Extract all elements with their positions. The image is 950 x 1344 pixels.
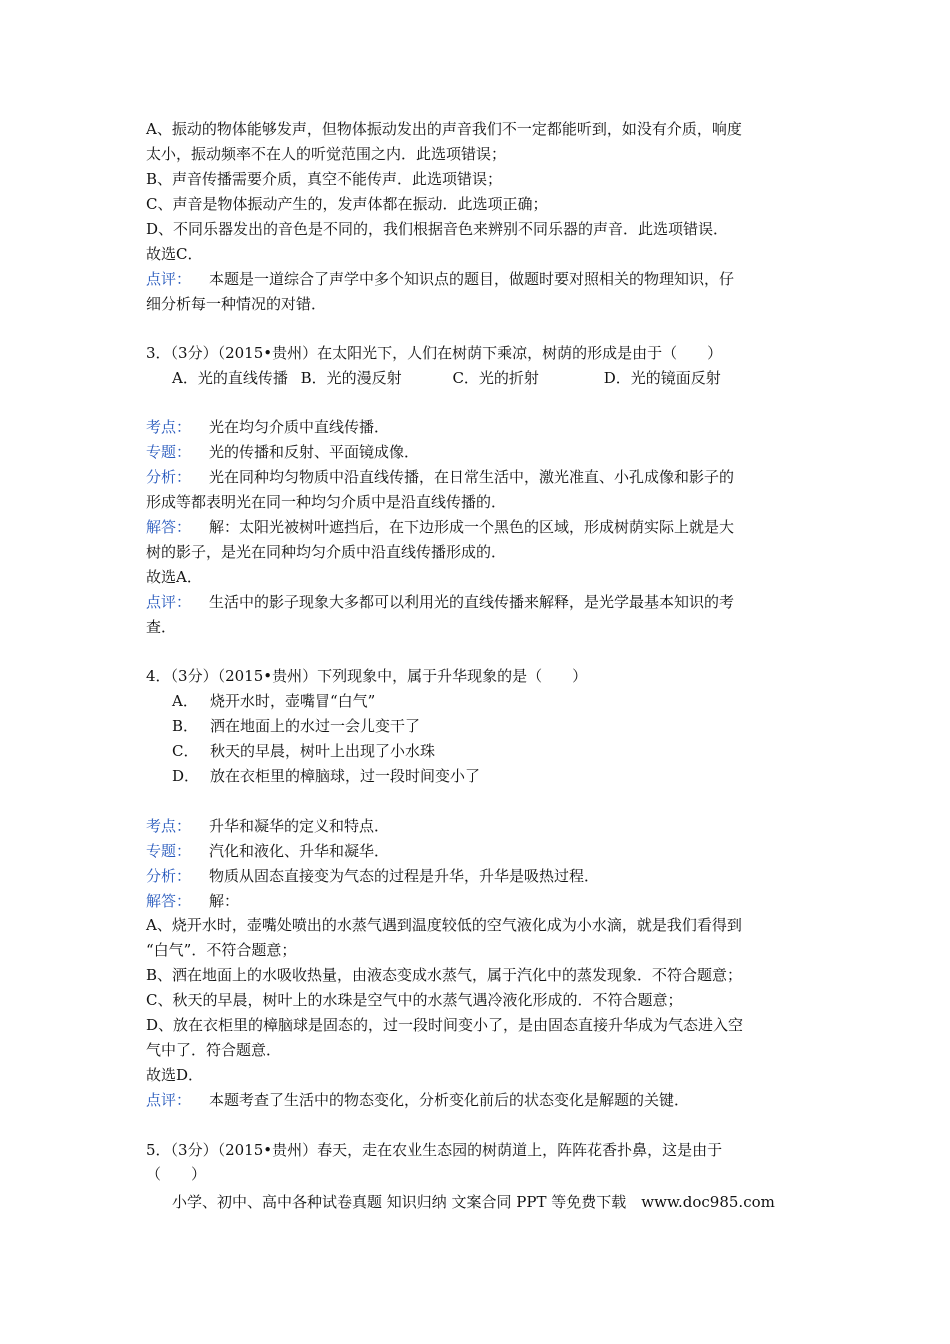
q4-option-c — [172, 740, 435, 762]
q2-comment — [146, 268, 734, 290]
jieda-label: 解答： — [146, 518, 192, 536]
option-text: 烧开水时，壶嘴冒“白气” — [210, 692, 376, 710]
option-key: B． — [172, 717, 199, 735]
option-text: 秋天的早晨，树叶上出现了小水珠 — [210, 742, 436, 760]
q4-answer: 故选D． — [146, 1066, 204, 1084]
q3-option-c: C．光的折射 — [452, 369, 539, 387]
page-footer: 小学、初中、高中各种试卷真题 知识归纳 文案合同 PPT 等免费下载 www.doc985.com — [172, 1193, 775, 1211]
q3-fenxi-cont: 形成等都表明光在同一种均匀介质中是沿直线传播的． — [146, 493, 507, 511]
q3-stem: 3．（3分）（2015•贵州）在太阳光下，人们在树荫下乘凉，树荫的形成是由于（ ） — [146, 344, 723, 362]
q4-kaodian — [146, 815, 389, 837]
q4-line-c: C、秋天的早晨，树叶上的水珠是空气中的水蒸气遇冷液化形成的．不符合题意； — [146, 991, 683, 1009]
kaodian-text: 光在均匀介质中直线传播． — [209, 418, 390, 436]
fenxi-label: 分析： — [146, 468, 192, 486]
option-key: C． — [172, 742, 199, 760]
q3-jieda — [146, 516, 734, 538]
q2-line-a-cont: 太小，振动频率不在人的听觉范围之内．此选项错误； — [146, 145, 507, 163]
jieda-label: 解答： — [146, 892, 192, 910]
jieda-text: 解： — [209, 892, 240, 910]
q4-line-d-cont: 气中了．符合题意． — [146, 1041, 282, 1059]
zhuanti-label: 专题： — [146, 842, 192, 860]
jieda-text: 解：太阳光被树叶遮挡后，在下边形成一个黑色的区域，形成树荫实际上就是大 — [209, 518, 735, 536]
kaodian-label: 考点： — [146, 817, 192, 835]
q3-fenxi — [146, 466, 734, 488]
q3-dianping-cont: 查． — [146, 618, 177, 636]
dianping-text: 生活中的影子现象大多都可以利用光的直线传播来解释，是光学最基本知识的考 — [209, 593, 735, 611]
q3-answer: 故选A． — [146, 568, 202, 586]
dianping-text: 本题考查了生活中的物态变化，分析变化前后的状态变化是解题的关键． — [209, 1091, 690, 1109]
q4-stem: 4．（3分）（2015•贵州）下列现象中，属于升华现象的是（ ） — [146, 667, 588, 685]
q4-option-b — [172, 715, 420, 737]
fenxi-text: 物质从固态直接变为气态的过程是升华，升华是吸热过程． — [209, 867, 600, 885]
q4-fenxi — [146, 865, 599, 887]
zhuanti-label: 专题： — [146, 443, 192, 461]
option-key: D． — [172, 767, 200, 785]
q3-jieda-cont: 树的影子，是光在同种均匀介质中沿直线传播形成的． — [146, 543, 507, 561]
q2-line-d: D、不同乐器发出的音色是不同的，我们根据音色来辨别不同乐器的声音．此选项错误． — [146, 220, 729, 238]
kaodian-label: 考点： — [146, 418, 192, 436]
q2-comment-cont: 细分析每一种情况的对错． — [146, 295, 327, 313]
option-text: 洒在地面上的水过一会儿变干了 — [210, 717, 421, 735]
q5-stem-cont: （ ） — [146, 1165, 207, 1183]
fenxi-label: 分析： — [146, 867, 192, 885]
q4-line-a-cont: “白气”．不符合题意； — [146, 941, 297, 959]
q4-jieda — [146, 890, 239, 912]
comment-text: 本题是一道综合了声学中多个知识点的题目，做题时要对照相关的物理知识，仔 — [209, 270, 735, 288]
q4-line-d: D、放在衣柜里的樟脑球是固态的，过一段时间变小了，是由固态直接升华成为气态进入空 — [146, 1016, 744, 1034]
q3-zhuanti — [146, 441, 419, 463]
q3-kaodian — [146, 416, 389, 438]
option-text: 放在衣柜里的樟脑球，过一段时间变小了 — [210, 767, 481, 785]
comment-label: 点评： — [146, 270, 192, 288]
zhuanti-text: 光的传播和反射、平面镜成像． — [209, 443, 420, 461]
q3-option-d: D．光的镜面反射 — [603, 369, 721, 387]
dianping-label: 点评： — [146, 593, 192, 611]
q4-line-b: B、洒在地面上的水吸收热量，由液态变成水蒸气，属于汽化中的蒸发现象．不符合题意； — [146, 966, 743, 984]
dianping-label: 点评： — [146, 1091, 192, 1109]
q5-stem: 5．（3分）（2015•贵州）春天，走在农业生态园的树荫道上，阵阵花香扑鼻，这是由于 — [146, 1141, 723, 1159]
q3-option-a: A．光的直线传播 — [172, 369, 288, 387]
q2-line-c: C、声音是物体振动产生的，发声体都在振动．此选项正确； — [146, 195, 548, 213]
q4-zhuanti — [146, 840, 389, 862]
q2-line-a: A、振动的物体能够发声，但物体振动发出的声音我们不一定都能听到，如没有介质，响度 — [146, 120, 742, 138]
zhuanti-text: 汽化和液化、升华和凝华． — [209, 842, 390, 860]
kaodian-text: 升华和凝华的定义和特点． — [209, 817, 390, 835]
q4-option-a — [172, 690, 375, 712]
option-key: A． — [172, 692, 198, 710]
q3-dianping — [146, 591, 734, 613]
q4-line-a: A、烧开水时，壶嘴处喷出的水蒸气遇到温度较低的空气液化成为小水滴，就是我们看得到 — [146, 916, 742, 934]
q4-dianping — [146, 1089, 689, 1111]
fenxi-text: 光在同种均匀物质中沿直线传播，在日常生活中，激光准直、小孔成像和影子的 — [209, 468, 735, 486]
q2-line-b: B、声音传播需要介质，真空不能传声．此选项错误； — [146, 170, 503, 188]
q4-option-d — [172, 765, 480, 787]
q2-answer: 故选C． — [146, 245, 203, 263]
q3-option-b: B．光的漫反射 — [300, 369, 402, 387]
q3-options — [172, 367, 721, 389]
